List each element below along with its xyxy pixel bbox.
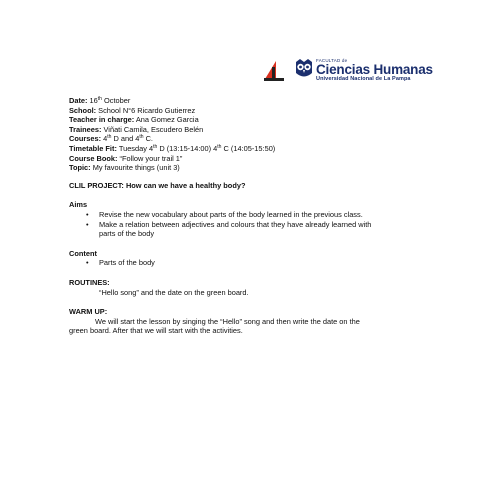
coursebook-label: Course Book: (69, 153, 118, 163)
date-line (69, 96, 439, 106)
aim-text-2: Make a relation between adjectives and colours that they have already learned with (99, 219, 372, 229)
courses-label: Courses: (69, 134, 102, 144)
warmup-line-2: green board. After that we will start with the activities. (69, 326, 243, 336)
courses-line (69, 134, 439, 144)
list-item (69, 258, 439, 268)
trainees-value: Viñati Camila, Escudero Belén (103, 124, 204, 134)
content-list (69, 258, 439, 268)
aim-text-3: parts of the body (99, 229, 155, 239)
trainees-label: Trainees: (69, 124, 102, 134)
timetable-a: Tuesday 4 (118, 143, 154, 153)
courses-a-sup: th (107, 134, 112, 141)
timetable-b-sup: th (217, 143, 222, 150)
content-title: Content (69, 248, 97, 258)
trainees-line (69, 125, 439, 135)
school-value: School N°6 Ricardo Gutierrez (98, 105, 196, 115)
courses-a: 4 (103, 134, 108, 144)
teacher-label: Teacher in charge: (69, 115, 135, 125)
list-item (69, 210, 439, 220)
date-day: 16 (89, 96, 98, 105)
timetable-line (69, 144, 439, 154)
school-label: School: (69, 105, 97, 115)
date-sup: th (97, 96, 102, 102)
topic-value: My favourite things (unit 3) (92, 163, 180, 173)
brand-main-text: Ciencias Humanas (316, 62, 433, 77)
date-month: October (104, 96, 131, 105)
routines-text: “Hello song” and the date on the green board. (99, 287, 249, 297)
bullet-icon: • (86, 219, 89, 229)
list-item-continuation (69, 229, 439, 239)
list-item (69, 220, 439, 230)
faculty-emblem-icon (262, 57, 286, 81)
warmup-title: WARM UP: (69, 307, 108, 317)
timetable-end: C (14:05-15:50) (223, 143, 276, 153)
topic-line (69, 163, 439, 173)
warmup-line-1: We will start the lesson by singing the “Hello” song and then write the date on the (95, 316, 360, 326)
bullet-icon: • (86, 209, 89, 219)
date-label: Date: (69, 96, 88, 105)
teacher-line (69, 115, 439, 125)
brand-small-text: FACULTAD de (316, 58, 348, 63)
routines-title: ROUTINES: (69, 277, 110, 287)
school-line (69, 106, 439, 116)
lesson-plan (69, 96, 439, 336)
brand-sub-text: Universidad Nacional de La Pampa (316, 76, 411, 82)
timetable-label: Timetable Fit: (69, 143, 117, 153)
topic-label: Topic: (69, 163, 91, 173)
courses-b-sup: th (139, 134, 144, 141)
courses-end: C. (145, 134, 153, 144)
clil-title: CLIL PROJECT: How can we have a healthy body? (69, 180, 246, 190)
aim-text-1: Revise the new vocabulary about parts of the body learned in the previous class. (99, 209, 363, 219)
aims-list (69, 210, 439, 239)
coursebook-value: “Follow your trail 1” (119, 153, 183, 163)
timetable-a-sup: th (153, 143, 158, 150)
teacher-value: Ana Gomez Garcia (135, 115, 199, 125)
courses-mid: D and 4 (113, 134, 140, 144)
faculty-brand (316, 58, 433, 83)
aims-title: Aims (69, 200, 88, 210)
content-text-1: Parts of the body (99, 258, 155, 268)
coursebook-line (69, 154, 439, 164)
timetable-mid: D (13:15-14:00) 4 (159, 143, 218, 153)
owl-logo-icon (293, 58, 315, 80)
bullet-icon: • (86, 258, 89, 268)
